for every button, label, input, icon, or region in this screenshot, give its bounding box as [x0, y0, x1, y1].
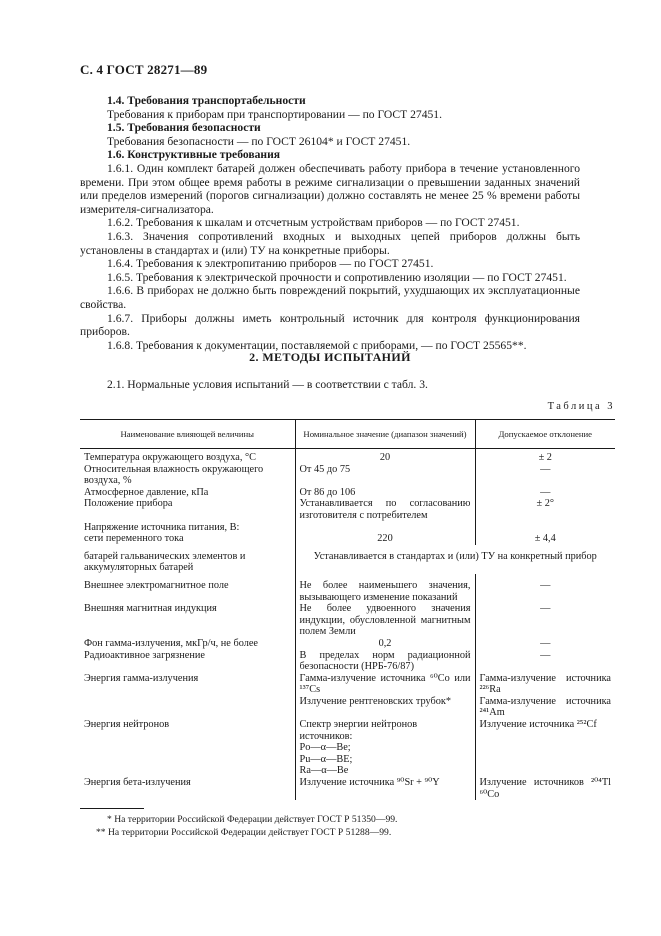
cell-tolerance: — — [475, 603, 615, 638]
table-row — [80, 464, 615, 487]
table-row — [80, 650, 615, 673]
section-title: 2. МЕТОДЫ ИСПЫТАНИЙ — [249, 350, 411, 364]
table-row — [80, 777, 615, 800]
table-row — [80, 696, 615, 719]
footnotes — [96, 813, 566, 839]
cell-nominal: Не более наименьшего значения, вызывающего изменение показаний — [295, 574, 475, 603]
paragraph: Требования безопасности — по ГОСТ 26104* и ГОСТ 27451. — [107, 134, 411, 148]
cell-tolerance: ± 2 — [475, 449, 615, 464]
paragraph: 1.5. Требования безопасности — [107, 121, 261, 135]
table-label: Таблица 3 — [547, 401, 615, 412]
page-header: С. 4 ГОСТ 28271—89 — [80, 62, 208, 77]
cell-tolerance — [475, 765, 615, 777]
cell-nominal: От 45 до 75 — [295, 464, 475, 487]
cell-nominal: 220 — [295, 533, 475, 545]
paragraph: 1.6.1. Один комплект батарей должен обеспечивать работу прибора в течение установленного времени. При этом общее время работы в режиме сигнализации о превышении заданных значений или пределов измерений (порогов сигнализации) должно составлять не менее 25 % времени работы измерителя-сигнализатора. — [80, 161, 580, 216]
cell-quantity: Фон гамма-излучения, мкГр/ч, не более — [84, 637, 258, 649]
table-row — [80, 522, 615, 534]
cell-nominal — [295, 522, 475, 534]
cell-nominal: Излучение источника ⁹⁰Sr + ⁹⁰Y — [295, 777, 475, 800]
cell-nominal: Гамма-излучение источника ⁶⁰Co или ¹³⁷Cs — [295, 673, 475, 696]
cell-nominal: Po—α—Be; — [295, 742, 475, 754]
cell-tolerance: — — [475, 638, 615, 650]
requirements-text — [80, 94, 580, 352]
cell-nominal: 20 — [295, 449, 475, 464]
cell-tolerance: Гамма-излучение источника ²²⁶Ra — [475, 673, 615, 696]
cell-tolerance: Гамма-излучение источника ²⁴¹Am — [475, 696, 615, 719]
cell-quantity: Энергия гамма-излучения — [84, 672, 199, 684]
cell-tolerance: Излучение источников ²⁰⁴Tl ⁶⁰Co — [475, 777, 615, 800]
table-row — [80, 449, 615, 464]
cell-quantity: Энергия нейтронов — [84, 719, 170, 731]
cell-nominal: От 86 до 106 — [295, 487, 475, 499]
intro-paragraph: 2.1. Нормальные условия испытаний — в соответствии с табл. 3. — [107, 378, 428, 391]
header-cell-tolerance: Допускаемое отклонение — [475, 420, 615, 449]
cell-quantity: Радиоактивное загрязнение — [84, 649, 205, 661]
cell-quantity — [80, 754, 295, 766]
cell-quantity: батарей гальванических элементов и аккумуляторных батарей — [84, 550, 246, 574]
cell-quantity — [80, 765, 295, 777]
table-row — [80, 754, 615, 766]
footnote: * На территории Российской Федерации действует ГОСТ Р 51350—99. — [107, 814, 398, 825]
footnote: ** На территории Российской Федерации действует ГОСТ Р 51288—99. — [96, 827, 392, 838]
cell-tolerance: ± 2° — [475, 498, 615, 521]
paragraph: 1.6.6. В приборах не должно быть повреждений покрытий, ухудшающих их эксплуатационные свойства. — [80, 284, 580, 311]
table-row — [80, 719, 615, 742]
paragraph: 1.6.5. Требования к электрической прочности и сопротивлению изоляции — по ГОСТ 27451. — [107, 270, 567, 284]
paragraph: Требования к приборам при транспортировании — по ГОСТ 27451. — [107, 107, 443, 121]
cell-quantity: Внешнее электромагнитное поле — [84, 579, 229, 591]
table-row — [80, 765, 615, 777]
cell-tolerance: — — [475, 574, 615, 603]
table-row — [80, 498, 615, 521]
paragraph: 1.6.7. Приборы должны иметь контрольный источник для контроля функционирования приборов. — [80, 311, 580, 339]
cell-quantity — [80, 696, 295, 719]
cell-quantity: сети переменного тока — [84, 533, 184, 545]
cell-quantity: Внешняя магнитная индукция — [84, 603, 217, 615]
paragraph: 1.4. Требования транспортабельности — [107, 94, 306, 107]
table-row — [80, 603, 615, 638]
table-body — [80, 449, 615, 801]
paragraph: 1.6.4. Требования к электропитанию приборов — по ГОСТ 27451. — [107, 257, 434, 271]
cell-tolerance: — — [475, 464, 615, 487]
paragraph: 1.6.8. Требования к документации, поставляемой с приборами, — по ГОСТ 25565**. — [107, 338, 527, 352]
footnote-rule — [80, 808, 144, 809]
table-row — [80, 742, 615, 754]
cell-quantity: Относительная влажность окружающего воздуха, % — [84, 463, 264, 487]
paragraph: 1.6. Конструктивные требования — [107, 148, 281, 162]
cell-tolerance: — — [475, 650, 615, 673]
table-row — [80, 638, 615, 650]
cell-nominal: Излучение рентгеновских трубок* — [295, 696, 475, 719]
cell-nominal: Ra—α—Be — [295, 765, 475, 777]
cell-nominal: В пределах норм радиационной безопасности (НРБ-76/87) — [295, 650, 475, 673]
cell-nominal: Спектр энергии нейтронов источников: — [295, 719, 475, 742]
cell-nominal: Pu—α—BE; — [295, 754, 475, 766]
cell-quantity: Температура окружающего воздуха, °С — [84, 452, 256, 463]
cell-nominal: 0,2 — [295, 638, 475, 650]
cell-nominal: Не более удвоенного значения индукции, обусловленной магнитным полем Земли — [295, 603, 475, 638]
conditions-table — [80, 419, 615, 800]
table-row — [80, 487, 615, 499]
table-row — [80, 545, 615, 574]
paragraph: 1.6.3. Значения сопротивлений входных и выходных цепей приборов должны быть установлены в стандартах и (или) ТУ на конкретные приборы. — [80, 229, 580, 257]
cell-quantity — [80, 742, 295, 754]
cell-tolerance — [475, 742, 615, 754]
header-cell-nominal: Номинальное значение (диапазон значений) — [295, 420, 475, 449]
cell-quantity: Положение прибора — [84, 498, 173, 510]
cell-tolerance: — — [475, 487, 615, 499]
cell-tolerance: ± 4,4 — [475, 533, 615, 545]
paragraph: 1.6.2. Требования к шкалам и отсчетным устройствам приборов — по ГОСТ 27451. — [107, 216, 520, 230]
cell-tolerance: Излучение источника ²⁵²Cf — [475, 719, 615, 742]
cell-nominal: Устанавливается по согласованию изготовителя с потребителем — [295, 498, 475, 521]
cell-quantity: Атмосферное давление, кПа — [84, 486, 209, 498]
header-cell-quantity: Наименование влияющей величины — [120, 429, 254, 439]
cell-tolerance — [475, 522, 615, 534]
cell-tolerance — [475, 754, 615, 766]
table-header-row — [80, 420, 615, 449]
cell-quantity: Напряжение источника питания, В: — [84, 521, 240, 533]
table-row — [80, 533, 615, 545]
cell-quantity: Энергия бета-излучения — [84, 777, 191, 789]
table-row — [80, 574, 615, 603]
table-row — [80, 673, 615, 696]
cell-merged-note: Устанавливается в стандартах и (или) ТУ на конкретный прибор — [295, 545, 615, 574]
